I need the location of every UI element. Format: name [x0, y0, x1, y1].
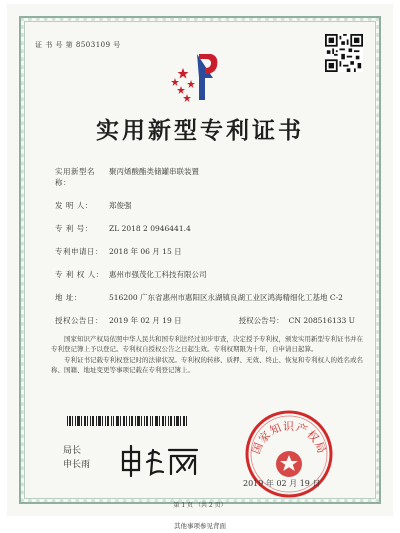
- field-label: 授权公告日：: [55, 316, 103, 325]
- svg-text:国家知识产权局: [250, 420, 329, 456]
- announce-number-group: [239, 315, 355, 326]
- field-value: 郑俊强: [109, 201, 132, 210]
- field-label: 地 址：: [55, 293, 82, 302]
- director-signature: [115, 442, 205, 480]
- statement-paragraph: 国家知识产权局依照中华人民共和国专利法经过初步审查，决定授予专利权，颁发实用新型专利证书并在专利登记簿上予以登记。专利权自授权公告之日起生效。专利权期限为十年，自申请日起算。: [51, 335, 363, 353]
- legal-statement: [51, 334, 363, 376]
- certificate-paper: [7, 4, 393, 516]
- certificate-title: 实用新型专利证书: [96, 117, 304, 144]
- field-label: 发 明 人：: [55, 201, 93, 210]
- director-title: 局长: [63, 446, 82, 456]
- field-value: 惠州市强茂化工科技有限公司: [109, 270, 207, 279]
- footer-note: 其他事项参见背面: [174, 522, 226, 530]
- field-inventor: [55, 200, 355, 211]
- barcode-icon: [67, 416, 187, 426]
- issue-date: 2019 年 02 月 19 日: [243, 479, 321, 488]
- field-label: 实用新型名称：: [55, 167, 95, 187]
- field-label: 专 利 权 人：: [55, 270, 104, 279]
- seal-text: 国家知识产权局: [249, 420, 329, 456]
- field-patent-number: [55, 223, 355, 234]
- field-utility-model-name: [55, 166, 355, 188]
- field-address: [55, 292, 355, 303]
- field-value: ZL 2018 2 0946441.4: [109, 224, 191, 233]
- field-value: 2018 年 06 月 15 日: [109, 247, 182, 256]
- announce-date-group: [55, 315, 182, 326]
- patent-emblem-icon: [167, 48, 223, 106]
- field-value: 聚丙烯酸酯类储罐串联装置: [109, 167, 199, 176]
- field-value: 2019 年 02 月 19 日: [109, 316, 182, 325]
- director-block: [63, 444, 90, 472]
- page-indicator: 第 1 页 （共 2 页）: [173, 502, 227, 509]
- field-announcement: [55, 315, 355, 326]
- qr-code-icon: [325, 34, 363, 72]
- field-label: 专 利 号：: [55, 224, 93, 233]
- field-label: 授权公告号：: [238, 316, 284, 325]
- statement-paragraph: 专利证书记载专利权登记时的法律状况。专利权的转移、质押、无效、终止、恢复和专利权人的姓名或名称、国籍、地址变更等事项记载在专利登记簿上。: [51, 356, 363, 374]
- field-value: 516200 广东省惠州市惠阳区永湖镇良湖工业区鸿海精细化工基地 C-2: [109, 293, 343, 302]
- director-name: 申长雨: [63, 460, 91, 470]
- field-label: 专利申请日：: [55, 247, 103, 256]
- field-patent-holder: [55, 269, 355, 280]
- field-filing-date: [55, 246, 355, 257]
- certificate-number: 证 书 号 第 8503109 号: [35, 41, 121, 49]
- certificate-fields: [55, 166, 355, 338]
- field-value: CN 208516133 U: [288, 316, 355, 325]
